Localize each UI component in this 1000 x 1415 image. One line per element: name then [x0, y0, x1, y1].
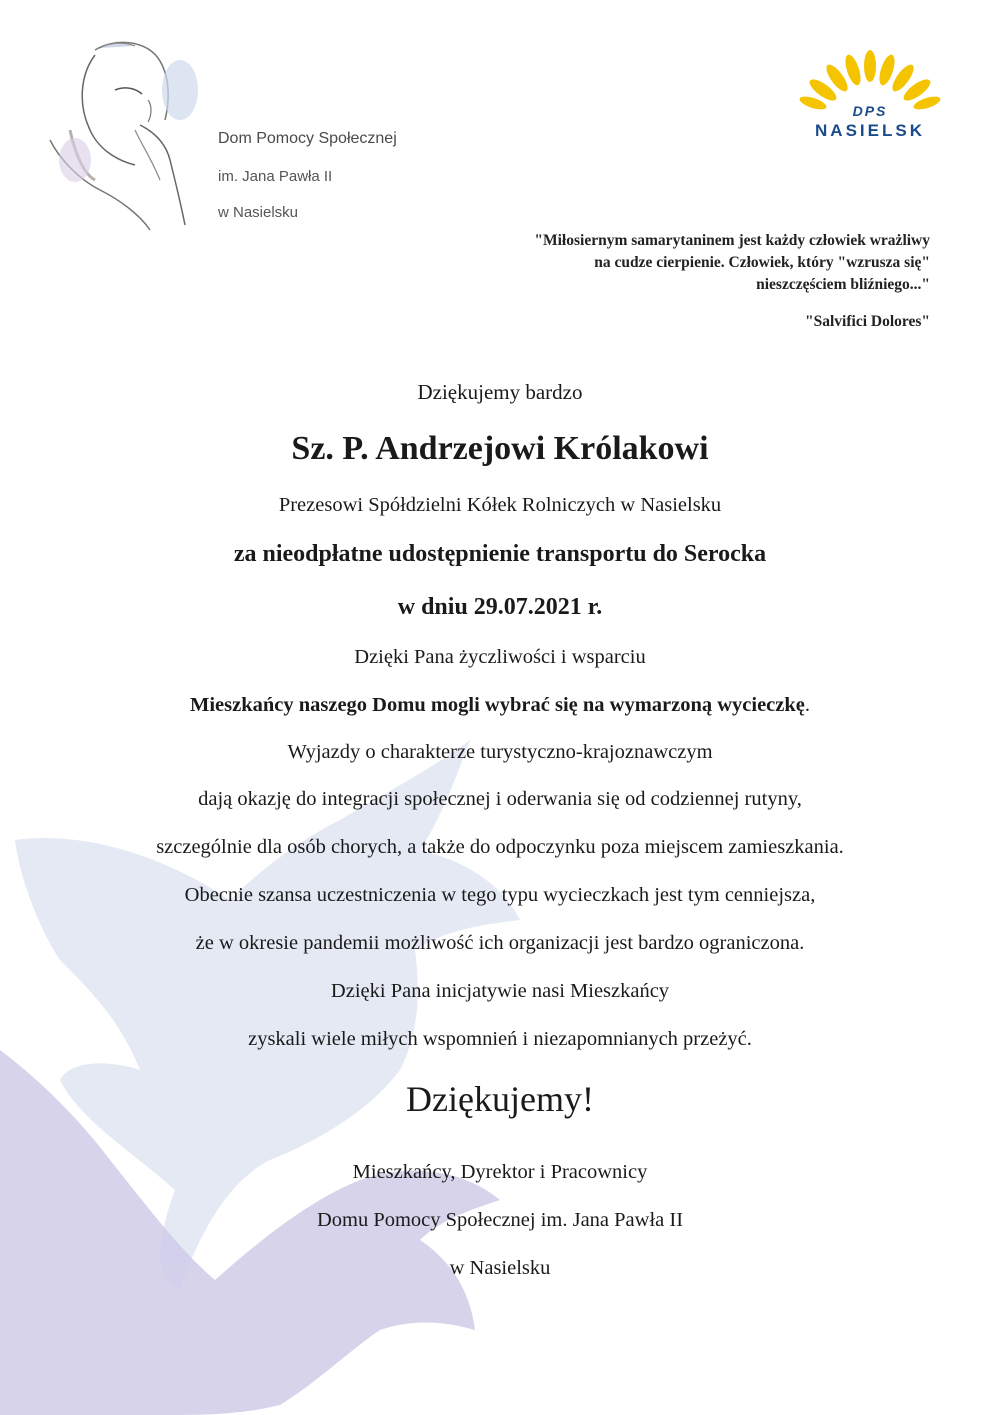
pope-portrait-icon: [40, 30, 210, 235]
institution-name: Dom Pomocy Społecznej: [218, 130, 397, 147]
thanks-heading: Dziękujemy!: [406, 1079, 594, 1119]
period: .: [804, 694, 811, 716]
paragraph-line: Dzięki Pana inicjatywie nasi Mieszkańcy: [330, 980, 670, 1002]
quote-source: "Salvifici Dolores": [805, 313, 930, 330]
institution-location: w Nasielsku: [218, 204, 299, 221]
signature-line: w Nasielsku: [449, 1257, 551, 1279]
reason: za nieodpłatne udostępnienie transportu do Serocka: [233, 541, 767, 567]
paragraph-line: że w okresie pandemii możliwość ich organizacji jest bardzo ograniczona.: [195, 932, 805, 954]
letter-body: [0, 380, 1000, 1280]
quote-line: nieszczęściem bliźniego...": [756, 276, 930, 293]
paragraph-line: dają okazję do integracji społecznej i oderwania się od codziennej rutyny,: [198, 788, 802, 810]
paragraph-line: [0, 693, 1000, 717]
quote-line: "Miłosiernym samarytaninem jest każdy człowiek wrażliwy: [534, 232, 930, 249]
signature-line: Domu Pomocy Społecznej im. Jana Pawła II: [316, 1209, 684, 1231]
paragraph-line: Obecnie szansa uczestniczenia w tego typu wycieczkach jest tym cenniejsza,: [184, 884, 816, 906]
letterhead: [0, 0, 1000, 360]
quote: [410, 230, 930, 296]
highlight-text: Mieszkańcy naszego Domu mogli wybrać się na wymarzoną wycieczkę: [189, 694, 805, 716]
paragraph-line: Dzięki Pana życzliwości i wsparciu: [354, 646, 646, 668]
signature-line: Mieszkańcy, Dyrektor i Pracownicy: [352, 1161, 648, 1183]
logo-abbr: DPS: [852, 103, 888, 119]
logo-name: NASIELSK: [815, 121, 925, 140]
institution-patron: im. Jana Pawła II: [218, 168, 333, 185]
recipient-title: Prezesowi Spółdzielni Kółek Rolniczych w Nasielsku: [278, 494, 722, 516]
recipient: Sz. P. Andrzejowi Królakowi: [291, 430, 709, 467]
paragraph-line: szczególnie dla osób chorych, a także do odpoczynku poza miejscem zamieszkania.: [156, 836, 844, 858]
opening: Dziękujemy bardzo: [417, 380, 583, 404]
paragraph-line: Wyjazdy o charakterze turystyczno-krajoznawczym: [287, 741, 713, 763]
paragraph-line: zyskali wiele miłych wspomnień i niezapomnianych przeżyć.: [248, 1028, 752, 1050]
event-date: w dniu 29.07.2021 r.: [397, 594, 603, 620]
quote-line: na cudze cierpienie. Człowiek, który "wzrusza się": [594, 254, 930, 271]
